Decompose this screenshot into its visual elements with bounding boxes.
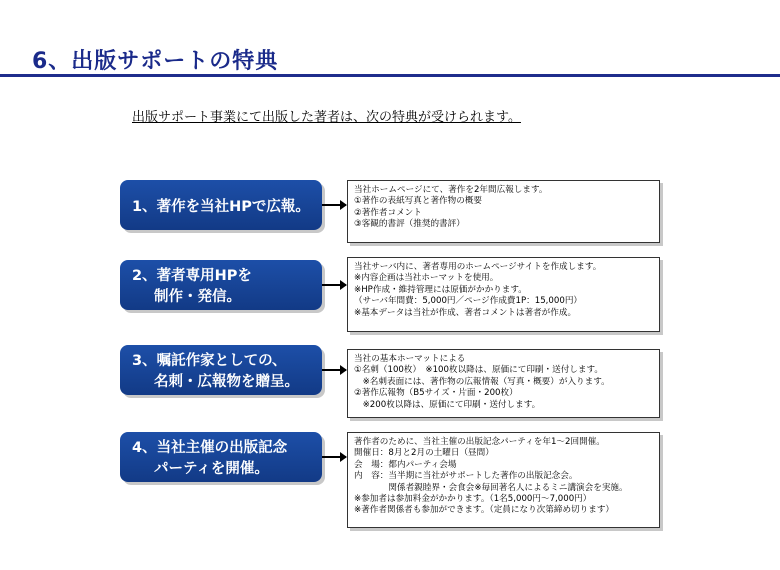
- arrow-right-icon: [322, 204, 346, 206]
- benefit-detail-line: 開催日：8月と2月の土曜日（昼間）: [354, 448, 494, 459]
- benefit-detail-line: 当社の基本ホーマットによる: [354, 354, 466, 364]
- benefit-badge-line: 3、嘱託作家としての、: [132, 353, 287, 369]
- title-underline: [0, 74, 780, 77]
- benefit-badge-line: 制作・発信。: [154, 289, 241, 305]
- arrow-right-icon: [322, 284, 346, 286]
- benefit-detail-line: ※基本データは当社が作成、著者コメントは著者が作成。: [354, 307, 577, 318]
- intro-text: 出版サポート事業にて出版した著者は、次の特典が受けられます。: [132, 110, 521, 125]
- arrow-right-icon: [322, 369, 346, 371]
- benefit-badge: [120, 432, 322, 482]
- benefit-detail-line: ③客観的書評（推奨的書評）: [354, 219, 465, 230]
- benefit-detail-line: 関係者親睦界・会食会※毎回著名人によるミニ講演会を実施。: [354, 482, 628, 493]
- benefit-detail-line: ※内容企画は当社ホーマットを使用。: [354, 273, 499, 284]
- page-title: 6、出版サポートの特典: [32, 49, 279, 74]
- benefit-detail-line: 会 場：都内パーティ会場: [354, 459, 457, 470]
- benefit-badge: [120, 180, 322, 230]
- benefit-badge-line: パーティを開催。: [154, 461, 269, 477]
- benefit-detail-line: ①著作の表紙写真と著作物の概要: [354, 196, 483, 207]
- benefit-detail-line: ※HP作成・維持管理には原価がかかります。: [354, 284, 527, 295]
- benefit-detail-line: ※参加者は参加料金がかかります。（1名5,000円～7,000円）: [354, 494, 592, 505]
- benefit-badge-line: 2、著者専用HPを: [132, 268, 252, 284]
- arrow-right-icon: [322, 456, 346, 458]
- benefit-details-box: [347, 432, 660, 528]
- benefit-detail-line: ②著作広報物（B5サイズ・片面・200枚）: [354, 388, 518, 399]
- benefit-detail-line: 著作者のために、当社主催の出版記念パーティを年1～2回開催。: [354, 437, 605, 447]
- benefit-detail-line: （サーバ年間費：5,000円／ページ作成費1P：15,000円）: [354, 296, 583, 307]
- benefit-details-box: [347, 180, 660, 243]
- benefit-detail-line: 当社ホームページにて、著作を2年間広報します。: [354, 185, 548, 195]
- benefit-badge-line: 4、当社主催の出版記念: [132, 440, 288, 456]
- benefit-detail-line: ※著作者関係者も参加ができます。（定員になり次第締め切ります）: [354, 505, 615, 516]
- benefit-detail-line: 当社サーバ内に、著者専用のホームページサイトを作成します。: [354, 262, 602, 272]
- benefit-badge: [120, 260, 322, 310]
- benefit-detail-line: ①名刺（100枚） ※100枚以降は、原価にて印刷・送付します。: [354, 365, 603, 376]
- benefit-badge-line: 1、著作を当社HPで広報。: [132, 198, 310, 215]
- benefit-details-box: [347, 349, 660, 418]
- benefit-detail-line: 内 容：当半期に当社がサポートした著作の出版記念会。: [354, 471, 578, 482]
- benefit-badge: [120, 345, 322, 395]
- benefit-badge-line: 名刺・広報物を贈呈。: [154, 374, 299, 390]
- benefit-detail-line: ※名刺表面には、著作物の広報情報（写真・概要）が入ります。: [354, 376, 610, 387]
- benefit-detail-line: ※200枚以降は、原価にて印刷・送付します。: [354, 399, 541, 410]
- benefit-details-box: [347, 257, 660, 332]
- benefit-detail-line: ②著作者コメント: [354, 207, 422, 218]
